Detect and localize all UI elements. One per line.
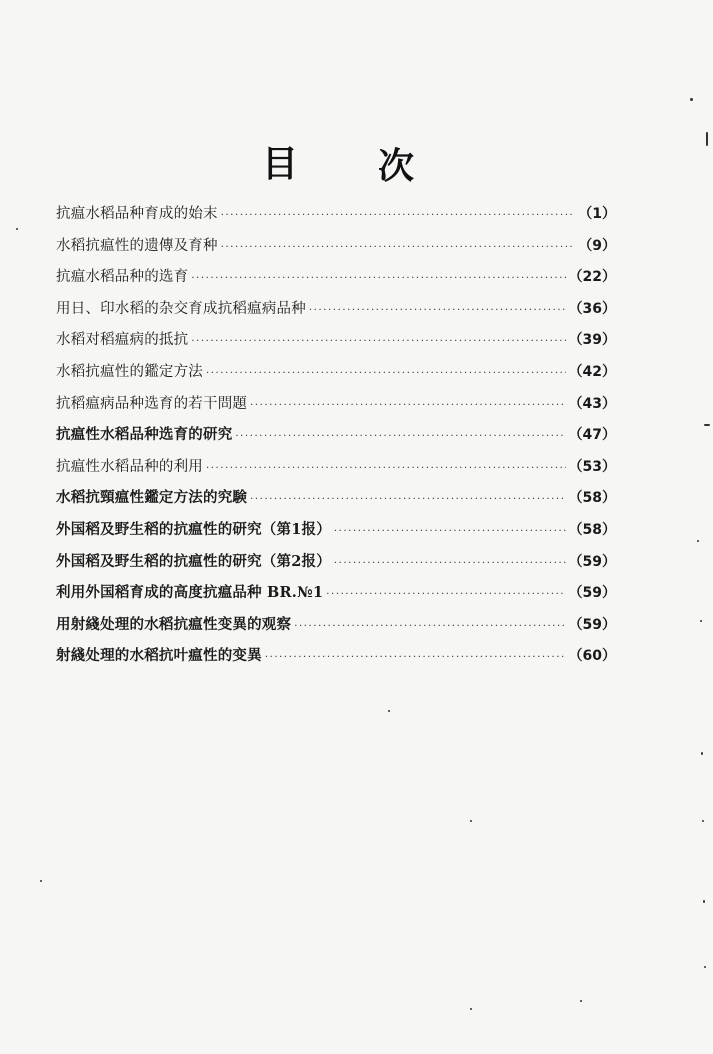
toc-entry-title: 外国稻及野生稻的抗瘟性的研究（第1报） (56, 520, 331, 538)
toc-entry[interactable] (56, 425, 616, 457)
toc-leader-dots (326, 585, 565, 605)
toc-entry-title: 水稻抗頸瘟性鑑定方法的究験 (56, 489, 248, 507)
toc-entry-title: 用日、印水稻的杂交育成抗稻瘟病品种 (56, 300, 306, 317)
toc-entry-title: 利用外国稻育成的高度抗瘟品种 BR.№1 (56, 584, 324, 602)
scan-speck (470, 820, 472, 822)
toc-entry-page: （22） (568, 269, 616, 286)
scan-speck (470, 1008, 472, 1010)
toc-entry[interactable] (56, 362, 616, 394)
toc-entry-page: （9） (578, 237, 616, 254)
toc-leader-dots (250, 490, 565, 510)
toc-entry[interactable] (56, 583, 616, 615)
toc-leader-dots (235, 427, 565, 447)
scan-speck (40, 880, 42, 882)
toc-leader-dots (206, 459, 566, 479)
toc-leader-dots (294, 617, 565, 637)
toc-entry[interactable] (56, 267, 616, 299)
toc-leader-dots (250, 396, 565, 416)
page-title (262, 136, 432, 188)
scan-speck (700, 620, 702, 622)
scan-speck (697, 540, 699, 542)
toc-entry-page: （59） (568, 553, 616, 570)
scan-speck (706, 132, 708, 146)
toc-entry-page: （59） (568, 616, 616, 633)
toc-leader-dots (206, 364, 566, 384)
toc-leader-dots (221, 206, 576, 226)
scan-speck (704, 966, 706, 968)
scan-speck (704, 424, 710, 426)
toc-entry-page: （58） (568, 490, 616, 507)
toc-leader-dots (334, 522, 566, 542)
toc-entry[interactable] (56, 615, 616, 647)
scan-speck (701, 752, 703, 755)
toc-entry-page: （39） (568, 332, 616, 349)
toc-entry[interactable] (56, 646, 616, 678)
toc-entry-page: （1） (578, 206, 616, 222)
toc-entry-page: （59） (568, 585, 616, 602)
scan-speck (702, 820, 704, 822)
scan-speck (388, 710, 390, 712)
toc-entry-title: 外国稻及野生稻的抗瘟性的研究（第2报） (56, 552, 331, 570)
toc-entry-page: （43） (568, 395, 616, 412)
toc-entry[interactable] (56, 204, 616, 236)
toc-entry[interactable] (56, 488, 616, 520)
toc-entry-title: 抗稻瘟病品种选育的若干問題 (56, 395, 248, 412)
toc-entry-page: （36） (568, 300, 616, 317)
toc-leader-dots (191, 269, 565, 289)
toc-entry[interactable] (56, 520, 616, 552)
toc-entry[interactable] (56, 394, 616, 426)
table-of-contents (56, 204, 616, 678)
toc-entry[interactable] (56, 236, 616, 268)
toc-leader-dots (265, 648, 566, 668)
toc-entry-title: 抗瘟性水稻品种的利用 (56, 458, 203, 475)
scan-speck (16, 228, 18, 230)
toc-entry-title: 水稻抗瘟性的遗傳及育种 (56, 237, 218, 254)
toc-entry-page: （53） (568, 458, 616, 475)
toc-entry[interactable] (56, 552, 616, 584)
toc-leader-dots (191, 332, 565, 352)
toc-entry-title: 水稻对稻瘟病的抵抗 (56, 332, 189, 349)
toc-entry-page: （47） (568, 427, 616, 444)
toc-entry-title: 抗瘟性水稻品种选育的研究 (56, 426, 233, 444)
title-char-1: 目 (262, 144, 299, 185)
toc-entry-page: （60） (568, 648, 616, 665)
scan-speck (703, 900, 705, 903)
toc-leader-dots (309, 301, 566, 321)
toc-entry-title: 射綫处理的水稻抗叶瘟性的变異 (56, 647, 262, 665)
title-char-2: 次 (378, 146, 415, 187)
toc-entry-page: （58） (568, 521, 616, 538)
scan-speck (690, 98, 693, 101)
toc-leader-dots (334, 554, 566, 574)
toc-entry-title: 水稻抗瘟性的鑑定方法 (56, 363, 203, 380)
toc-entry-title: 抗瘟水稻品种的选育 (56, 269, 189, 286)
toc-entry[interactable] (56, 457, 616, 489)
toc-entry-title: 抗瘟水稻品种育成的始末 (56, 206, 218, 222)
toc-entry-title: 用射綫处理的水稻抗瘟性变異的观察 (56, 615, 292, 633)
toc-entry-page: （42） (568, 363, 616, 380)
toc-leader-dots (221, 238, 576, 258)
toc-entry[interactable] (56, 330, 616, 362)
scan-speck (580, 1000, 582, 1002)
toc-entry[interactable] (56, 299, 616, 331)
